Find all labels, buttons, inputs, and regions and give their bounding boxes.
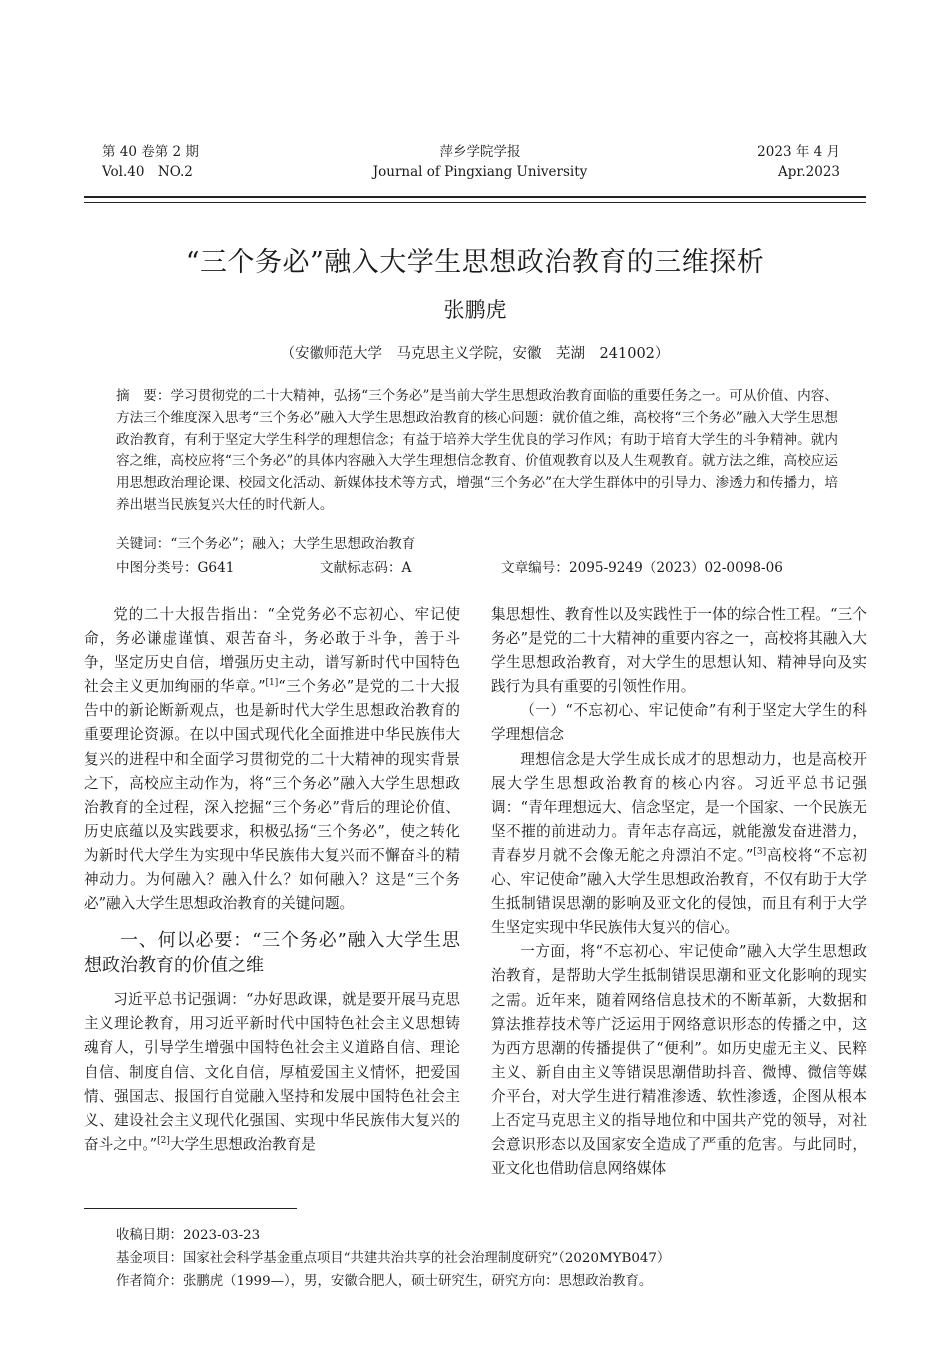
abstract: 摘 要：学习贯彻党的二十大精神，弘扬“三个务必”是当前大学生思想政治教育面临的重要任务之一。可从价值、内容、方法三个维度深入思考“三个务必”融入大学生思想政治教育的核心问题：就价值之维，高校将“三个务必”融入大学生思想政治教育，有利于坚定大学生科学的理想信念；有益于培养大学生优良的学习作风；有助于培育大学生的斗争精神。就内容之维，高校应将“三个务必”的具体内容融入大学生理想信念教育、价值观教育以及人生观教育。就方法之维，高校应运用思想政治理论课、校园文化活动、新媒体技术等方式，增强“三个务必”在大学生群体中的引导力、渗透力和传播力，培养出堪当民族复兴大任的时代新人。 xyxy=(116,388,838,513)
paragraph: 集思想性、教育性以及实践性于一体的综合性工程。“三个务必”是党的二十大精神的重要内容之一，高校将其融入大学生思想政治教育，对大学生的思想认知、精神导向及实践行为具有重要的引领性作用。 xyxy=(491,606,867,696)
paragraph: 党的二十大报告指出：“全党务必不忘初心、牢记使命，务必谦虚谨慎、艰苦奋斗，务必敢于斗争，善于斗争，坚定历史自信，增强历史主动，谱写新时代中国特色社会主义更加绚丽的华章。”[1]“三个务必”是党的二十大报告中的新论断新观点，也是新时代大学生思想政治教育的重要理论资源。在以中国式现代化全面推进中华民族伟大复兴的进程中和全面学习贯彻党的二十大精神的现实背景之下，高校应主动作为，将“三个务必”融入大学生思想政治教育的全过程，深入挖掘“三个务必”背后的理论价值、历史底蕴以及实践要求，积极弘扬“三个务必”，使之转化为新时代大学生为实现中华民族伟大复兴而不懈奋斗的精神动力。为何融入？融入什么？如何融入？这是“三个务必”融入大学生思想政治教育的关键问题。 xyxy=(84,606,460,913)
journal-en: Journal of Pingxiang University xyxy=(372,164,588,180)
footnotes xyxy=(116,1224,670,1293)
author-affiliation: （安徽师范大学 马克思主义学院，安徽 芜湖 241002） xyxy=(280,346,670,362)
journal-cn: 萍乡学院学报 xyxy=(439,144,521,160)
issue-date xyxy=(757,142,840,182)
paragraph: 理想信念是大学生成长成才的思想动力，也是高校开展大学生思想政治教育的核心内容。习近平总书记强调：“青年理想远大、信念坚定，是一个国家、一个民族无坚不摧的前进动力。青年志存高远，就能激发奋进潜力，青春岁月就不会像无舵之舟漂泊不定。”[3]高校将“不忘初心、牢记使命”融入大学生思想政治教育，不仅有助于大学生抵制错误思潮的影响及亚文化的侵蚀，而且有利于大学生坚定实现中华民族伟大复兴的信心。 xyxy=(491,750,867,937)
volume-cn: 第 40 卷第 2 期 xyxy=(102,144,199,160)
body-column-left xyxy=(84,603,460,1157)
article-title: “三个务必”融入大学生思想政治教育的三维探析 xyxy=(185,247,765,278)
subsection-heading: （一）“不忘初心、牢记使命”有利于坚定大学生的科学理想信念 xyxy=(491,702,867,744)
date-en: Apr.2023 xyxy=(777,164,840,180)
issue-info xyxy=(102,142,199,182)
author-bio: 作者简介：张鹏虎（1999—），男，安徽合肥人，硕士研究生，研究方向：思想政治教育。 xyxy=(116,1274,653,1289)
citation[interactable]: [2] xyxy=(157,1135,170,1146)
header-rule-thin xyxy=(84,202,866,203)
received-date: 收稿日期：2023-03-23 xyxy=(116,1228,261,1243)
citation[interactable]: [1] xyxy=(265,678,279,689)
paragraph: 一方面，将“不忘初心、牢记使命”融入大学生思想政治教育，是帮助大学生抵制错误思潮和亚文化影响的现实之需。近年来，随着网络信息技术的不断革新，大数据和算法推荐技术等广泛运用于网络意识形态的传播之中，这为西方思潮的传播提供了“便利”。如历史虚无主义、民粹主义、新自由主义等错误思潮借助抖音、微博、微信等媒介平台，对大学生进行精准渗透、软性渗透，企图从根本上否定马克思主义的指导地位和中国共产党的领导，对社会意识形态以及国家安全造成了严重的危害。与此同时，亚文化也借助信息网络媒体 xyxy=(491,943,867,1178)
clc-number: 中图分类号：G641 xyxy=(116,560,235,576)
section-heading: 一、何以必要：“三个务必”融入大学生思想政治教育的价值之维 xyxy=(84,930,460,977)
document-code: 文献标志码：A xyxy=(320,560,412,576)
paragraph: 习近平总书记强调：“办好思政课，就是要开展马克思主义理论教育，用习近平新时代中国特色社会主义思想铸魂育人，引导学生增强中国特色社会主义道路自信、理论自信、制度自信、文化自信，厚植爱国主义情怀，把爱国情、强国志、报国行自觉融入坚持和发展中国特色社会主义、建设社会主义现代化强国、实现中华民族伟大复兴的奋斗之中。”[2]大学生思想政治教育是 xyxy=(84,991,460,1153)
body-column-right xyxy=(491,603,867,1181)
keywords: 关键词：“三个务必”；融入；大学生思想政治教育 xyxy=(116,536,416,552)
article-number: 文章编号：2095-9249（2023）02-0098-06 xyxy=(501,560,783,576)
date-cn: 2023 年 4 月 xyxy=(757,144,840,160)
journal-name xyxy=(300,142,660,182)
fund-project: 基金项目：国家社会科学基金重点项目“共建共治共享的社会治理制度研究”（2020MYB047） xyxy=(116,1251,671,1266)
header-rule-thick xyxy=(84,196,866,198)
footnote-rule xyxy=(84,1208,297,1209)
volume-en: Vol.40 NO.2 xyxy=(102,164,193,180)
author-name: 张鹏虎 xyxy=(443,298,507,322)
citation[interactable]: [3] xyxy=(753,847,767,858)
